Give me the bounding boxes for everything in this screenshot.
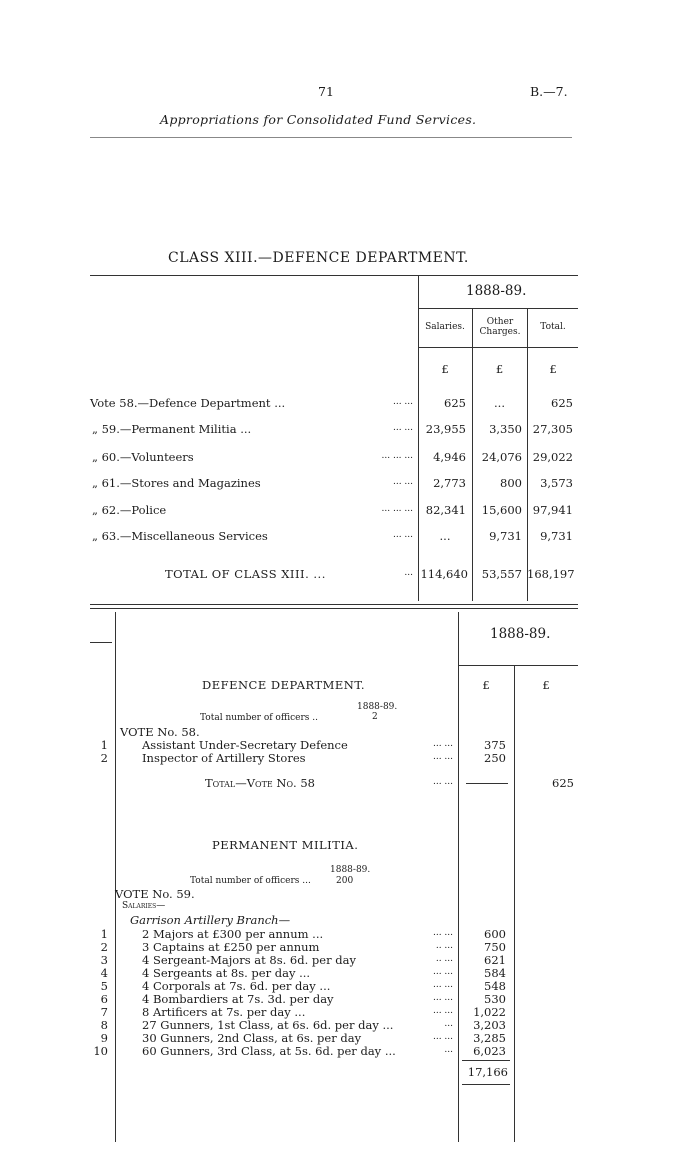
subtotal-bottom-rule: [462, 1084, 510, 1085]
leader-dots: ... ...: [432, 1032, 453, 1042]
defence-officers-value: 2: [372, 712, 378, 722]
summary-header-rule: [418, 347, 578, 348]
item-number: 9: [100, 1031, 108, 1045]
summary-other-cell: 15,600: [481, 503, 522, 517]
leader-dots: .. ...: [435, 954, 453, 964]
item-number: 2: [100, 940, 108, 954]
item-text: 4 Corporals at 7s. 6d. per day ...: [142, 979, 331, 993]
summary-other-cell: 24,076: [481, 450, 522, 464]
militia-officers-label: Total number of officers ...: [190, 876, 311, 886]
detail-side-rule: [90, 642, 112, 643]
item-text: 27 Gunners, 1st Class, at 6s. 6d. per day ...: [142, 1018, 394, 1032]
detail-year-rule: [458, 665, 578, 666]
militia-subtotal: 17,166: [467, 1065, 508, 1079]
item-number: 10: [93, 1044, 108, 1058]
summary-total-other: 53,557: [481, 567, 522, 581]
item-amount: 6,023: [473, 1044, 506, 1058]
subtotal-rule: [462, 1060, 510, 1061]
leader-dots: ... ...: [432, 967, 453, 977]
summary-row-label: „ 61.—Stores and Magazines: [92, 476, 261, 490]
item-text: 30 Gunners, 2nd Class, at 6s. per day: [142, 1031, 362, 1045]
leader-dots: ... ...: [432, 928, 453, 938]
militia-heading: PERMANENT MILITIA.: [212, 838, 359, 852]
leader-dots: ... ...: [432, 752, 453, 762]
running-title: Appropriations for Consolidated Fund Services.: [160, 112, 477, 127]
item-number: 1: [100, 927, 108, 941]
summary-salaries-cell: 2,773: [433, 476, 466, 490]
currency-salaries: £: [441, 362, 449, 376]
summary-salaries-cell: 4,946: [433, 450, 466, 464]
detail-amount-rule-2: [514, 665, 515, 1142]
summary-total-cell: 625: [551, 396, 573, 410]
item-text: 3 Captains at £250 per annum: [142, 940, 320, 954]
item-number: 7: [100, 1005, 108, 1019]
militia-officers-value: 200: [336, 876, 354, 886]
summary-other-cell: 3,350: [489, 422, 522, 436]
summary-total-total: 168,197: [527, 567, 575, 581]
item-amount: 600: [484, 927, 506, 941]
leader-dots: ...: [444, 1019, 453, 1029]
leader-dots: ... ...: [432, 777, 453, 787]
detail-currency-left: £: [482, 678, 490, 692]
militia-year-label: 1888-89.: [330, 865, 371, 875]
item-amount: 250: [484, 751, 506, 765]
summary-year-rule: [418, 308, 578, 309]
summary-other-cell: 9,731: [489, 529, 522, 543]
defence-total-label: Total—Vote No. 58: [205, 776, 315, 790]
detail-left-rule: [115, 612, 116, 1142]
header-rule: [90, 137, 572, 138]
summary-salaries-cell: 625: [444, 396, 466, 410]
item-amount: 3,203: [473, 1018, 506, 1032]
defence-year-label: 1888-89.: [357, 702, 398, 712]
col-header-other-charges: Other Charges.: [479, 317, 521, 337]
page-number: 71: [318, 84, 334, 99]
leader-dots: ...: [444, 1045, 453, 1055]
leader-dots: ... ... ...: [381, 504, 413, 514]
branch-label: Garrison Artillery Branch—: [130, 913, 291, 927]
summary-row-label: „ 60.—Volunteers: [92, 450, 194, 464]
item-number: 4: [100, 966, 108, 980]
leader-dots: ... ...: [432, 1006, 453, 1016]
col-header-salaries: Salaries.: [425, 322, 465, 332]
detail-currency-right: £: [542, 678, 550, 692]
summary-total-cell: 9,731: [540, 529, 573, 543]
item-number: 1: [100, 738, 108, 752]
summary-row-label: „ 63.—Miscellaneous Services: [92, 529, 268, 543]
salaries-label: Salaries—: [122, 901, 166, 911]
vote-59-label: VOTE No. 59.: [115, 887, 195, 901]
summary-salaries-cell: 82,341: [425, 503, 466, 517]
item-text: 4 Bombardiers at 7s. 3d. per day: [142, 992, 334, 1006]
leader-dots: ... ... ...: [381, 451, 413, 461]
leader-dots: ... ...: [432, 993, 453, 1003]
defence-officers-label: Total number of officers ..: [200, 713, 318, 723]
summary-total-cell: 27,305: [532, 422, 573, 436]
col-header-total: Total.: [540, 322, 566, 332]
currency-other: £: [495, 362, 504, 376]
summary-other-cell: 800: [500, 476, 522, 490]
leader-dots: ... ...: [392, 397, 413, 407]
item-amount: 548: [484, 979, 506, 993]
document-reference: B.—7.: [530, 84, 568, 99]
defence-heading: DEFENCE DEPARTMENT.: [202, 678, 365, 692]
summary-total-label: TOTAL OF CLASS XIII. ...: [165, 567, 326, 581]
item-text: 60 Gunners, 3rd Class, at 5s. 6d. per day ...: [142, 1044, 396, 1058]
defence-total-rule: [466, 783, 508, 784]
class-title: CLASS XIII.—DEFENCE DEPARTMENT.: [168, 250, 469, 266]
vote-58-label: VOTE No. 58.: [120, 725, 200, 739]
section-double-rule-bottom: [90, 608, 578, 609]
item-number: 3: [100, 953, 108, 967]
summary-row-label: „ 62.—Police: [92, 503, 167, 517]
detail-year: 1888-89.: [490, 626, 551, 642]
summary-other-cell: ...: [494, 396, 505, 410]
item-amount: 584: [484, 966, 506, 980]
leader-dots: ...: [404, 568, 413, 578]
summary-total-salaries: 114,640: [420, 567, 468, 581]
item-number: 8: [100, 1018, 108, 1032]
item-text: Inspector of Artillery Stores: [142, 751, 306, 765]
item-text: 8 Artificers at 7s. per day ...: [142, 1005, 306, 1019]
leader-dots: ... ...: [392, 423, 413, 433]
item-amount: 750: [484, 940, 506, 954]
summary-total-cell: 97,941: [532, 503, 573, 517]
item-number: 6: [100, 992, 108, 1006]
item-text: Assistant Under-Secretary Defence: [142, 738, 348, 752]
defence-total-value: 625: [552, 776, 574, 790]
item-amount: 530: [484, 992, 506, 1006]
summary-salaries-cell: ...: [439, 529, 451, 543]
summary-salaries-cell: 23,955: [425, 422, 466, 436]
summary-top-rule: [90, 275, 578, 276]
item-number: 2: [100, 751, 108, 765]
item-amount: 621: [484, 953, 506, 967]
section-double-rule-top: [90, 604, 578, 605]
summary-year: 1888-89.: [466, 283, 527, 299]
item-text: 4 Sergeant-Majors at 8s. 6d. per day: [142, 953, 356, 967]
summary-row-label: „ 59.—Permanent Militia ...: [92, 422, 252, 436]
leader-dots: ... ...: [392, 477, 413, 487]
currency-total: £: [549, 362, 557, 376]
summary-row-label: Vote 58.—Defence Department ...: [90, 396, 286, 410]
item-amount: 1,022: [473, 1005, 506, 1019]
item-amount: 375: [484, 738, 506, 752]
leader-dots: .. ...: [435, 941, 453, 951]
summary-total-cell: 3,573: [540, 476, 573, 490]
leader-dots: ... ...: [432, 739, 453, 749]
item-number: 5: [100, 979, 108, 993]
summary-total-cell: 29,022: [532, 450, 573, 464]
leader-dots: ... ...: [392, 530, 413, 540]
leader-dots: ... ...: [432, 980, 453, 990]
item-text: 4 Sergeants at 8s. per day ...: [142, 966, 311, 980]
item-text: 2 Majors at £300 per annum ...: [142, 927, 324, 941]
item-amount: 3,285: [473, 1031, 506, 1045]
